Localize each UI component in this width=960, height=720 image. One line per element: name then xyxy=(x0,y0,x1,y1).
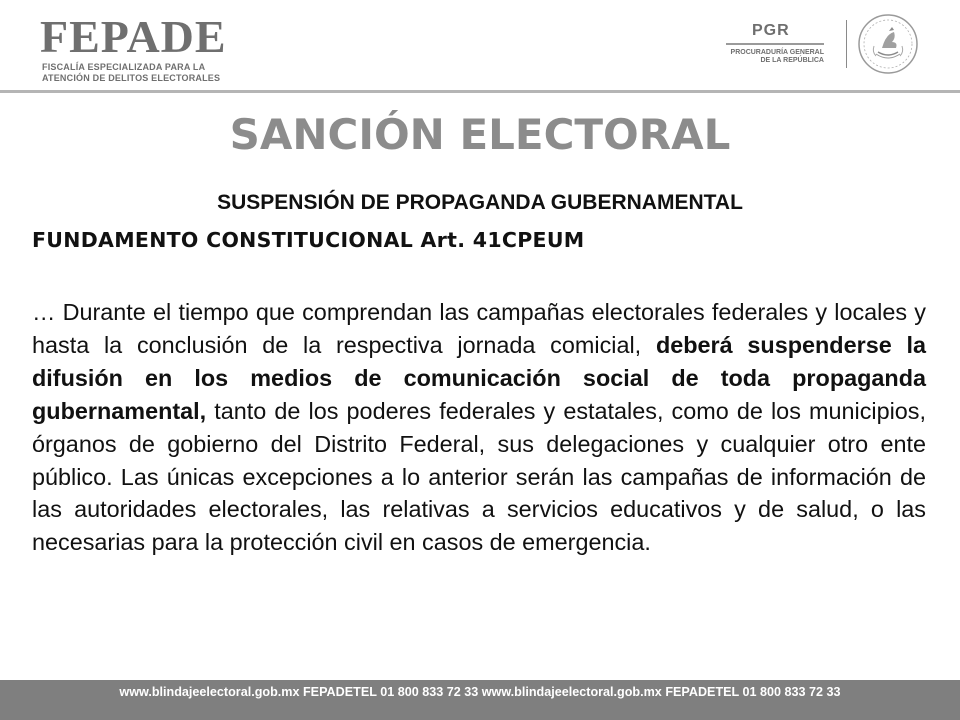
fepade-logo-name: FEPADE xyxy=(40,11,227,62)
header-divider xyxy=(0,90,960,93)
fepade-logo xyxy=(40,11,227,84)
fepade-logo-subtitle-2: ATENCIÓN DE DELITOS ELECTORALES xyxy=(42,73,221,83)
pgr-logo-name: PGR xyxy=(752,22,790,39)
footer-bar xyxy=(0,680,960,720)
constitutional-basis: FUNDAMENTO CONSTITUCIONAL Art. 41CPEUM xyxy=(32,228,585,252)
pgr-logo-subtitle-2: DE LA REPÚBLICA xyxy=(760,57,824,64)
pgr-logo-rule xyxy=(726,43,824,45)
page-subtitle: SUSPENSIÓN DE PROPAGANDA GUBERNAMENTAL xyxy=(217,191,743,214)
mexico-seal-icon xyxy=(856,12,920,76)
pgr-logo-subtitle-1: PROCURADURÍA GENERAL xyxy=(730,49,824,56)
body-text-part-1: … Durante el tiempo que comprendan las campañas electorales federales y locales y hasta la conclusión de la respectiva jornada comicial, xyxy=(32,299,926,358)
body-text-bold: deberá suspenderse la difusión en los medios de comunicación social de toda propaganda gubernamental, xyxy=(32,331,926,424)
body-paragraph xyxy=(32,296,926,559)
footer-text: www.blindajeelectoral.gob.mx FEPADETEL 01 800 833 72 33 www.blindajeelectoral.gob.mx FEPADETEL 01 800 833 72 33 xyxy=(119,685,841,699)
header xyxy=(0,0,960,92)
page-title: SANCIÓN ELECTORAL xyxy=(229,110,731,159)
seal-divider xyxy=(846,20,847,68)
pgr-logo xyxy=(726,22,826,65)
fepade-logo-subtitle-1: FISCALÍA ESPECIALIZADA PARA LA xyxy=(42,62,206,72)
body-text-part-2: tanto de los poderes federales y estatales, como de los municipios, órganos de gobierno del Distrito Federal, sus delegaciones y cualquier otro ente público. Las únicas excepciones a lo anterior serán las campañas de información de las autoridades electorales, las relativas a servicios educativos y de salud, o las necesarias para la protección civil en casos de emergencia. xyxy=(32,397,926,556)
